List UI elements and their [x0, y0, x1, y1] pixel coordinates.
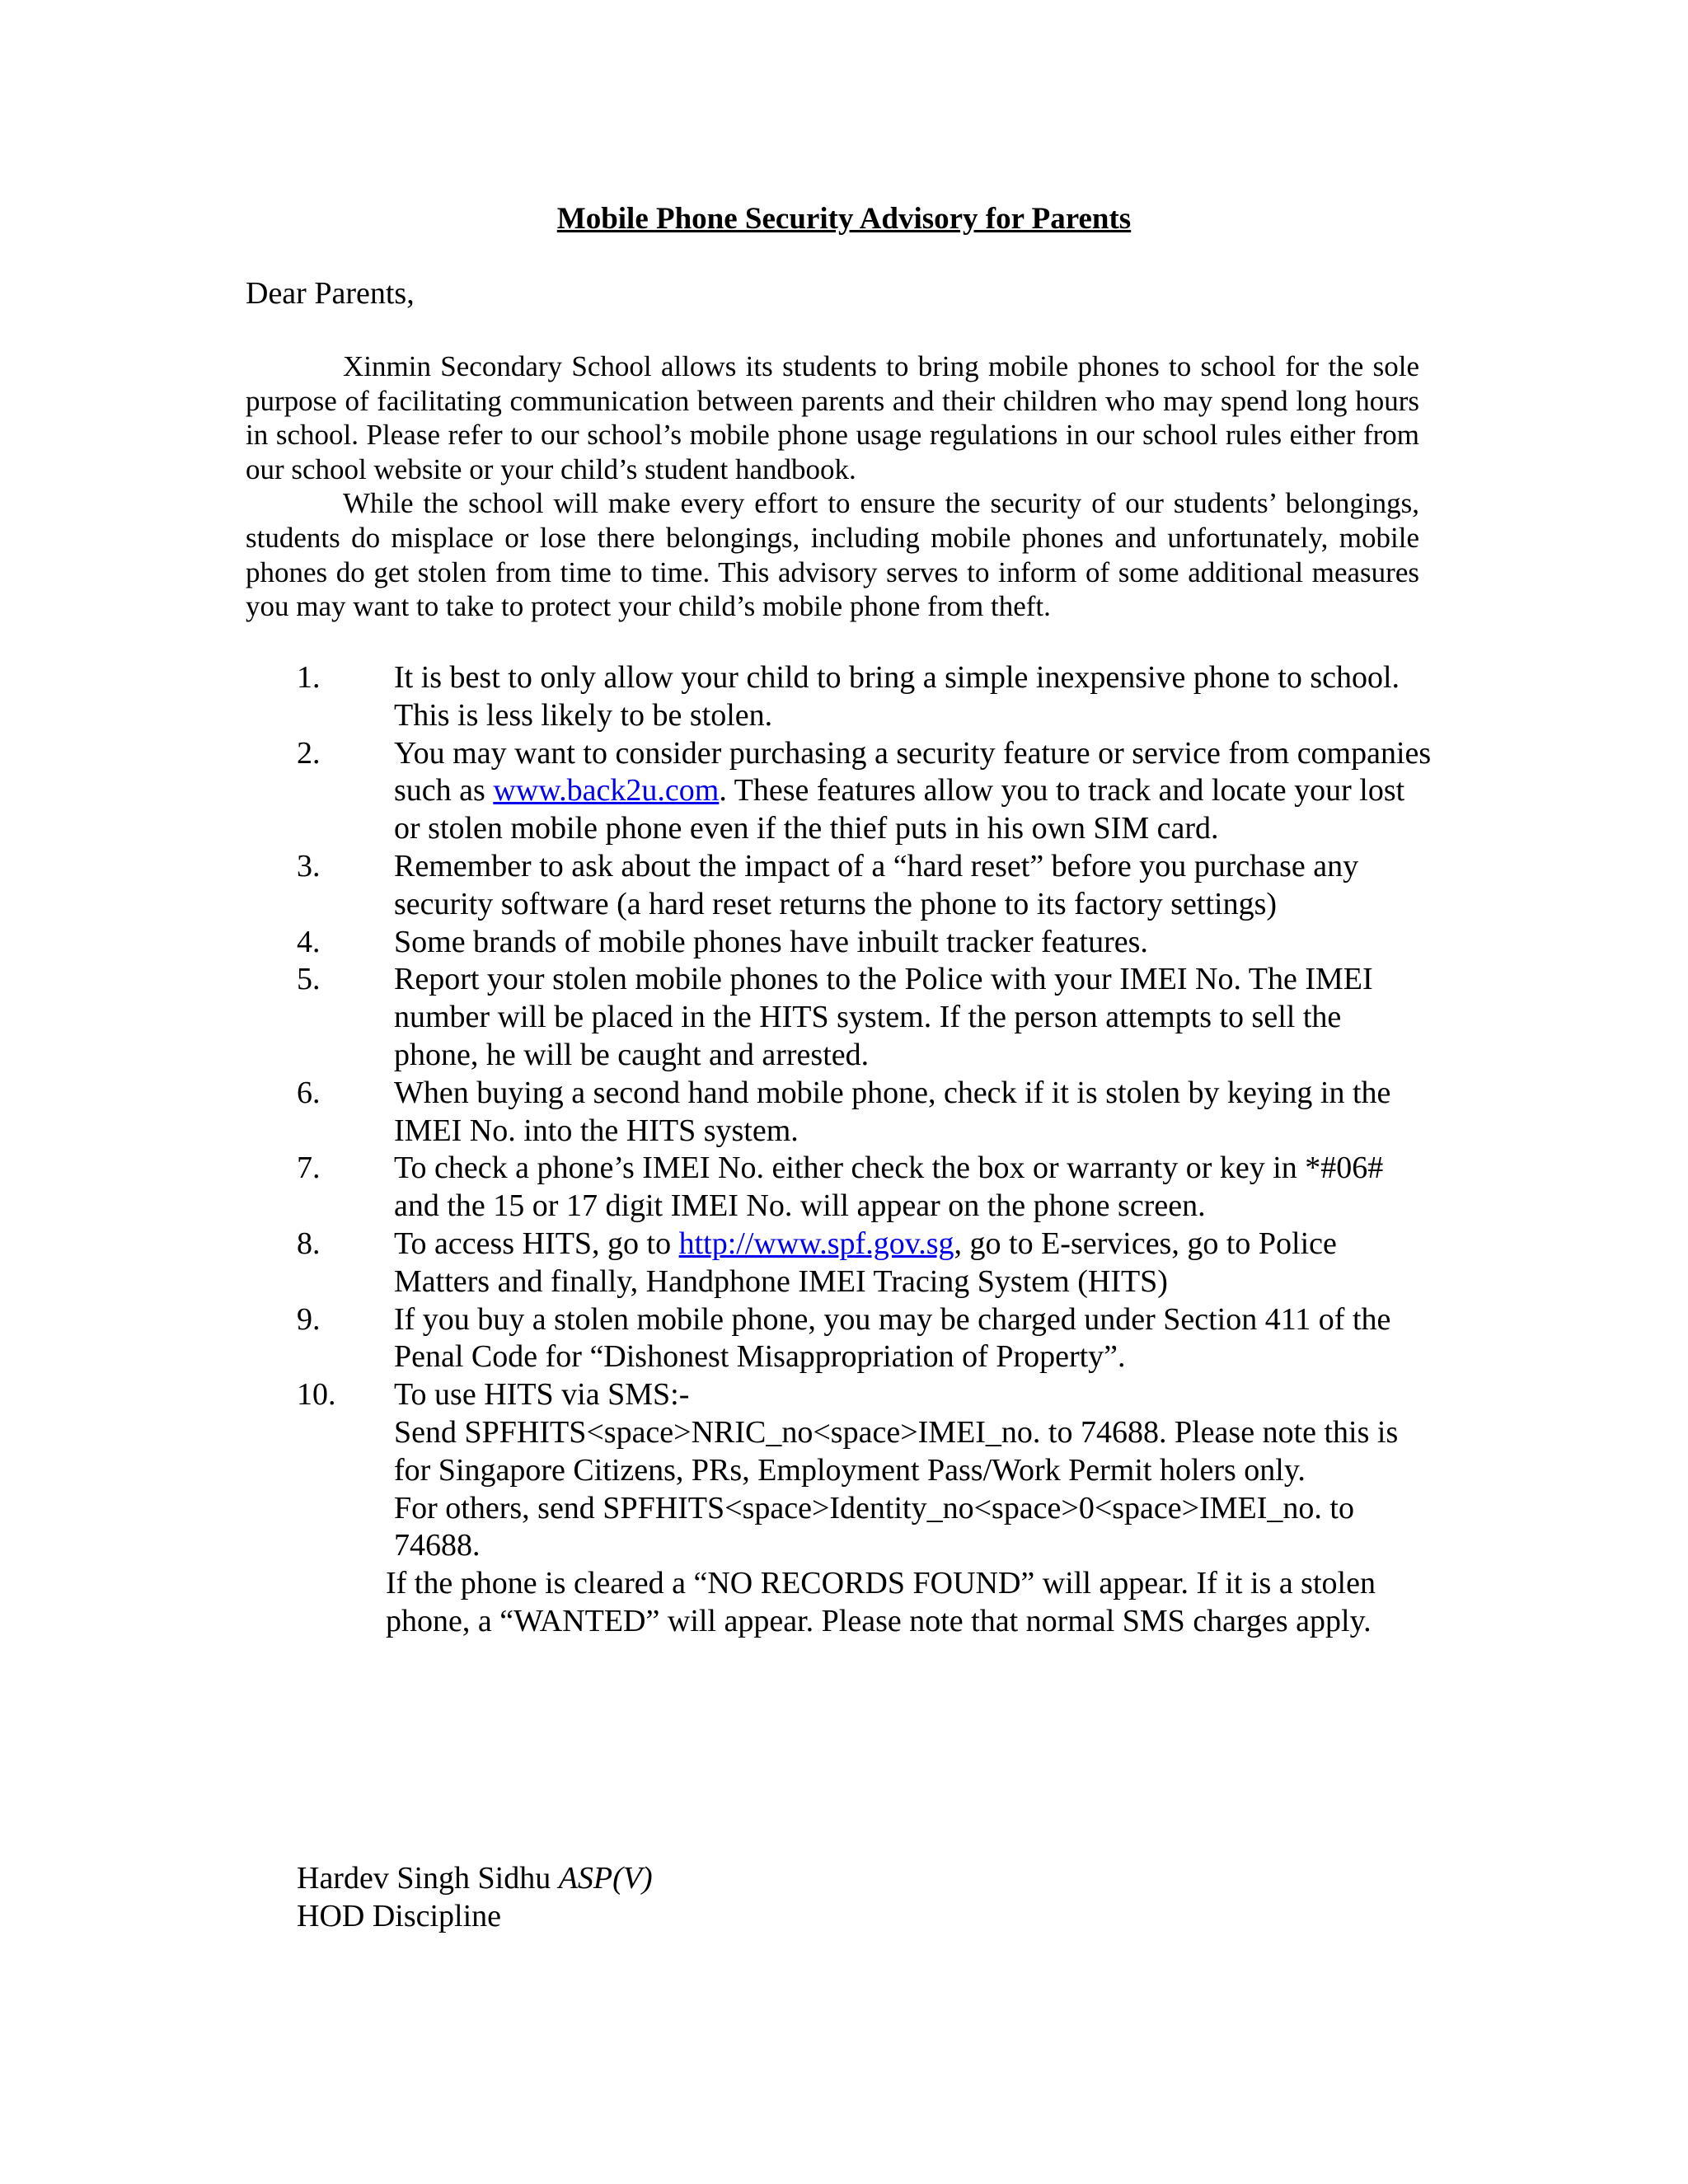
- list-number: 9.: [297, 1301, 321, 1337]
- intro-paragraph: While the school will make every effort to ensure the security of our students’ belongings, students do misplace or lose there belongings, including mobile phones and unfortunately, mobile phones do get stolen from time to time. This advisory serves to inform of some additional measures you may want to take to protect your child’s mobile phone from theft.: [246, 487, 1419, 623]
- list-number: 7.: [297, 1151, 321, 1186]
- list-number: 10.: [297, 1377, 336, 1413]
- list-item-text: To access HITS, go to: [394, 1226, 679, 1261]
- list-item-text: . These features allow you to track and locate your lost or stolen mobile phone even if the thief puts in his own SIM card.: [394, 773, 1405, 846]
- signature-block: [297, 1859, 653, 1935]
- list-item: [246, 1226, 1432, 1301]
- list-item: [246, 924, 1432, 962]
- sms-heading: To use HITS via SMS:-: [394, 1377, 690, 1413]
- list-number: 4.: [297, 924, 321, 959]
- list-item: [246, 848, 1432, 924]
- sms-instruction-citizens: Send SPFHITS<space>NRIC_no<space>IMEI_no. to 74688. Please note this is for Singapore Citizens, PRs, Employment Pass/Work Permit holers only.: [394, 1414, 1399, 1488]
- list-item: [246, 1150, 1432, 1226]
- list-number: 2.: [297, 735, 321, 771]
- signatory-position: HOD Discipline: [297, 1899, 502, 1933]
- list-item-text: You may want to consider purchasing a security feature or service from companies such as: [394, 735, 1432, 808]
- list-number: 6.: [297, 1075, 321, 1110]
- signatory-line: [297, 1859, 653, 1897]
- intro-paragraph: Xinmin Secondary School allows its students to bring mobile phones to school for the sole purpose of facilitating communication between parents and their children who may spend long hours in school. Please refer to our school’s mobile phone usage regulations in our school rules either from our school website or your child’s student handbook.: [246, 350, 1419, 485]
- sms-result-note: If the phone is cleared a “NO RECORDS FOUND” will appear. If it is a stolen phone, a “WANTED” will appear. Please note that normal SMS charges apply.: [386, 1566, 1376, 1638]
- list-item: [246, 1376, 1432, 1641]
- list-number: 8.: [297, 1226, 321, 1261]
- list-item: [246, 1075, 1432, 1151]
- list-item: [246, 1301, 1432, 1377]
- list-item-text: Some brands of mobile phones have inbuilt tracker features.: [394, 924, 1148, 959]
- list-number: 1.: [297, 660, 321, 695]
- list-item-text: To check a phone’s IMEI No. either check the box or warranty or key in *#06# and the 15 or 17 digit IMEI No. will appear on the phone screen.: [394, 1151, 1384, 1224]
- list-number: 5.: [297, 962, 321, 997]
- list-item-text: When buying a second hand mobile phone, check if it is stolen by keying in the IMEI No. into the HITS system.: [394, 1075, 1391, 1148]
- back2u-link[interactable]: www.back2u.com: [493, 773, 720, 808]
- spf-link[interactable]: http://www.spf.gov.sg: [678, 1226, 954, 1261]
- advice-list: [246, 659, 1432, 1641]
- salutation: Dear Parents,: [246, 276, 415, 311]
- page-title: Mobile Phone Security Advisory for Parents: [556, 202, 1132, 236]
- list-item-text: If you buy a stolen mobile phone, you may be charged under Section 411 of the Penal Code for “Dishonest Misappropriation of Property”.: [394, 1301, 1391, 1375]
- intro-section: [246, 349, 1419, 624]
- list-item-text: , go to E-services, go to Police Matters and finally, Handphone IMEI Tracing System (HITS): [394, 1226, 1337, 1299]
- signatory-name: Hardev Singh Sidhu: [297, 1861, 559, 1896]
- list-item-text: Report your stolen mobile phones to the Police with your IMEI No. The IMEI number will be placed in the HITS system. If the person attempts to sell the phone, he will be caught and arrested.: [394, 962, 1373, 1072]
- signatory-rank: ASP(V): [558, 1861, 653, 1896]
- list-item: [246, 659, 1432, 735]
- list-item: [246, 735, 1432, 848]
- sms-instruction-others: For others, send SPFHITS<space>Identity_no<space>0<space>IMEI_no. to 74688.: [394, 1490, 1354, 1563]
- list-item-text: Remember to ask about the impact of a “hard reset” before you purchase any security software (a hard reset returns the phone to its factory settings): [394, 848, 1359, 921]
- list-item: [246, 961, 1432, 1074]
- list-number: 3.: [297, 848, 321, 883]
- list-item-text: It is best to only allow your child to bring a simple inexpensive phone to school. This is less likely to be stolen.: [394, 660, 1400, 733]
